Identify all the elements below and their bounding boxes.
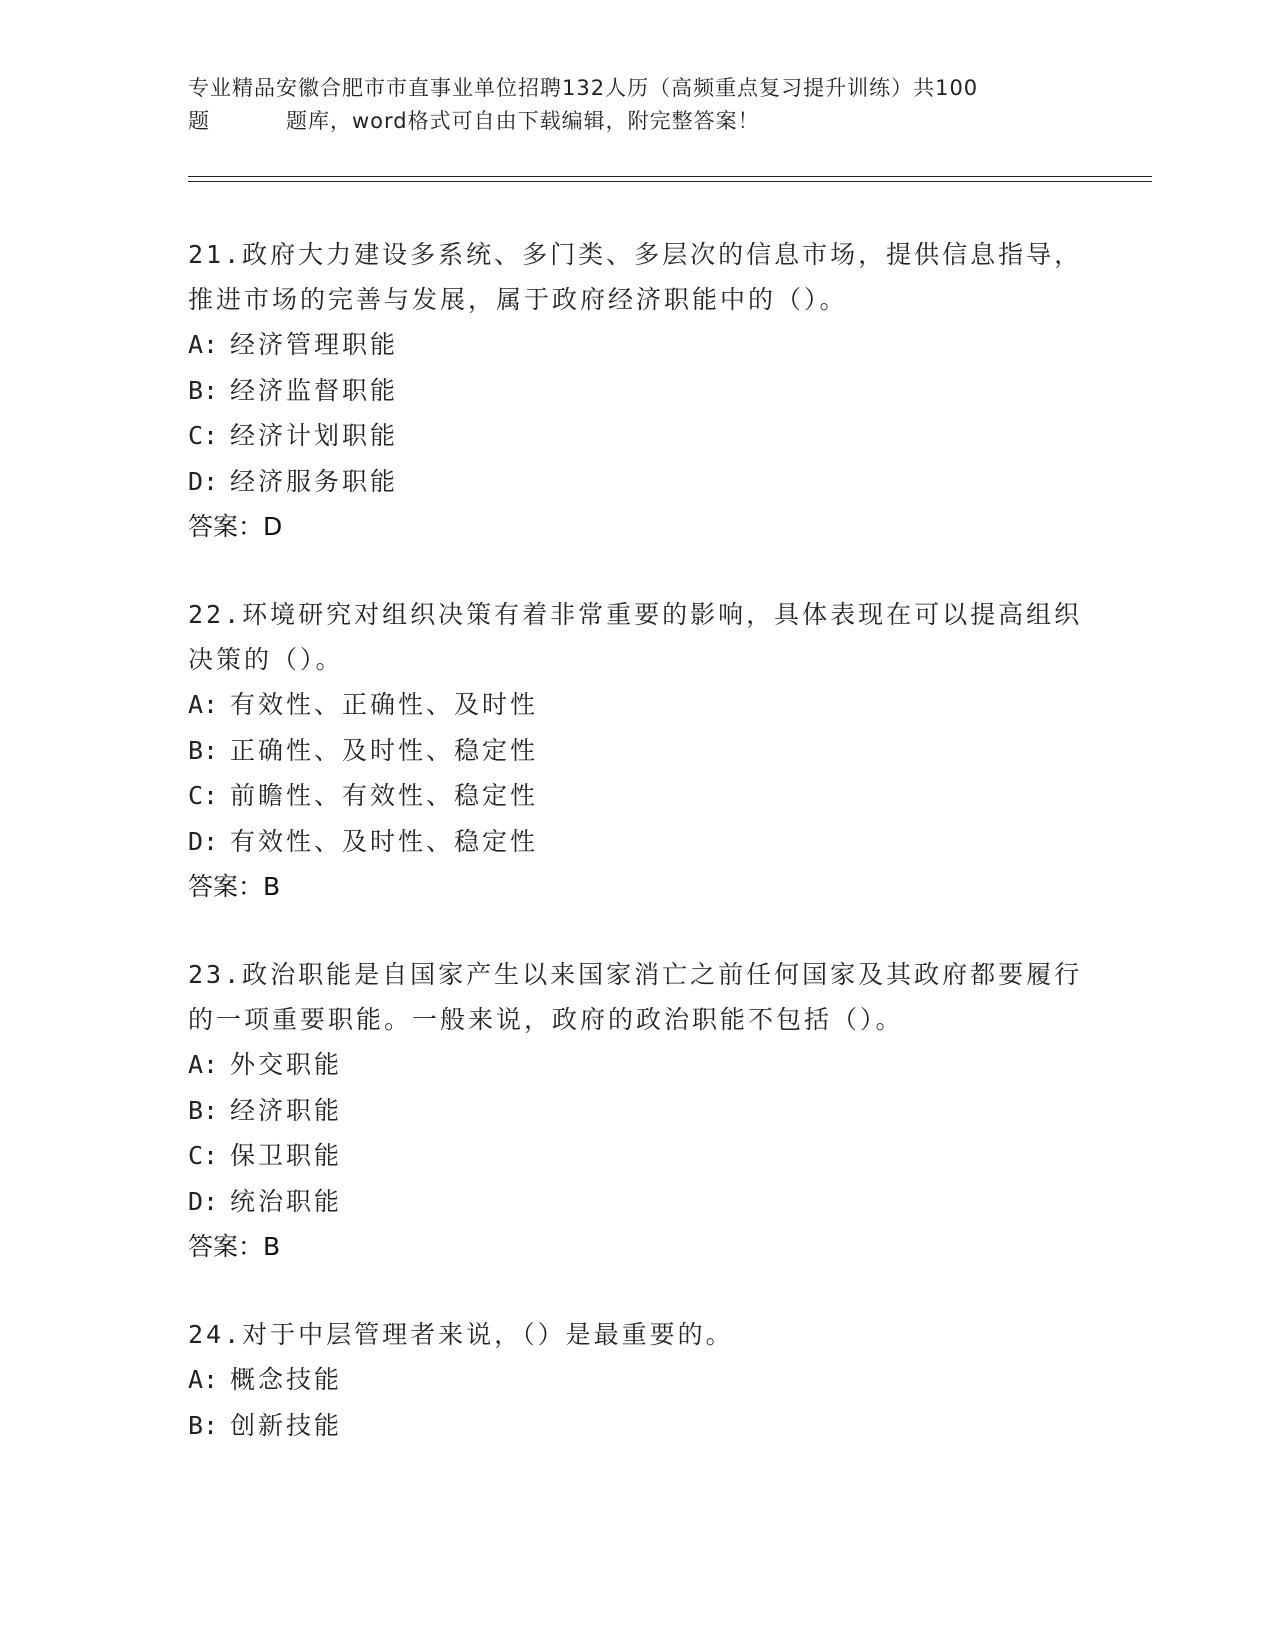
option-a [188, 682, 1088, 728]
option-b [188, 1088, 1088, 1134]
option-key: A: [188, 1365, 219, 1394]
document-header [188, 72, 1088, 138]
option-key: D: [188, 1186, 219, 1216]
answer-label: 答案：D [188, 512, 283, 541]
option-text: 有效性、及时性、稳定性 [230, 826, 539, 856]
option-b [188, 368, 1088, 414]
option-text: 前瞻性、有效性、稳定性 [230, 781, 539, 810]
question-24 [188, 1312, 1088, 1448]
option-d [188, 459, 1088, 505]
option-text: 正确性、及时性、稳定性 [230, 735, 539, 765]
option-key: B: [188, 375, 219, 405]
option-key: A: [188, 1050, 219, 1079]
option-text: 经济服务职能 [230, 466, 399, 496]
header-title-line2 [188, 105, 1088, 138]
answer-label: 答案：B [188, 872, 281, 901]
option-key: A: [188, 690, 219, 719]
question-text: 22.环境研究对组织决策有着非常重要的影响，具体表现在可以提高组织决策的（）。 [188, 600, 1083, 674]
option-text: 概念技能 [230, 1365, 343, 1394]
option-a [188, 1042, 1088, 1088]
option-text: 经济管理职能 [230, 330, 399, 359]
option-text: 经济计划职能 [230, 421, 399, 450]
question-21 [188, 232, 1088, 550]
option-key: B: [188, 735, 219, 765]
question-list [188, 232, 1088, 1490]
option-key: B: [188, 1095, 219, 1125]
option-text: 经济监督职能 [230, 375, 399, 405]
header-divider-top [188, 176, 1152, 177]
option-key: B: [188, 1410, 219, 1440]
question-text: 24.对于中层管理者来说，（）是最重要的。 [188, 1320, 734, 1349]
option-d [188, 819, 1088, 865]
header-title-line1: 专业精品安徽合肥市市直事业单位招聘132人历（高频重点复习提升训练）共100 [188, 76, 979, 100]
header-divider-bottom [188, 181, 1152, 182]
question-text: 21.政府大力建设多系统、多门类、多层次的信息市场，提供信息指导，推进市场的完善与发展，属于政府经济职能中的（）。 [188, 240, 1083, 314]
option-c [188, 1133, 1088, 1179]
question-text: 23.政治职能是自国家产生以来国家消亡之前任何国家及其政府都要履行的一项重要职能。一般来说，政府的政治职能不包括（）。 [188, 960, 1083, 1034]
option-key: C: [188, 1141, 219, 1170]
option-text: 外交职能 [230, 1050, 343, 1079]
option-key: C: [188, 421, 219, 450]
option-text: 统治职能 [230, 1186, 343, 1216]
answer-label: 答案：B [188, 1232, 281, 1261]
option-key: C: [188, 781, 219, 810]
question-22 [188, 592, 1088, 910]
option-text: 保卫职能 [230, 1141, 343, 1170]
header-title-line2-start: 题 [188, 109, 210, 133]
option-text: 有效性、正确性、及时性 [230, 690, 539, 719]
option-key: D: [188, 826, 219, 856]
option-d [188, 1179, 1088, 1225]
option-a [188, 1357, 1088, 1403]
option-key: A: [188, 330, 219, 359]
header-title-line2-rest: 题库，word格式可自由下载编辑，附完整答案！ [286, 109, 760, 133]
option-text: 经济职能 [230, 1095, 343, 1125]
option-c [188, 413, 1088, 459]
option-key: D: [188, 466, 219, 496]
option-b [188, 1403, 1088, 1449]
option-text: 创新技能 [230, 1410, 343, 1440]
question-23 [188, 952, 1088, 1270]
option-a [188, 322, 1088, 368]
option-b [188, 728, 1088, 774]
option-c [188, 773, 1088, 819]
